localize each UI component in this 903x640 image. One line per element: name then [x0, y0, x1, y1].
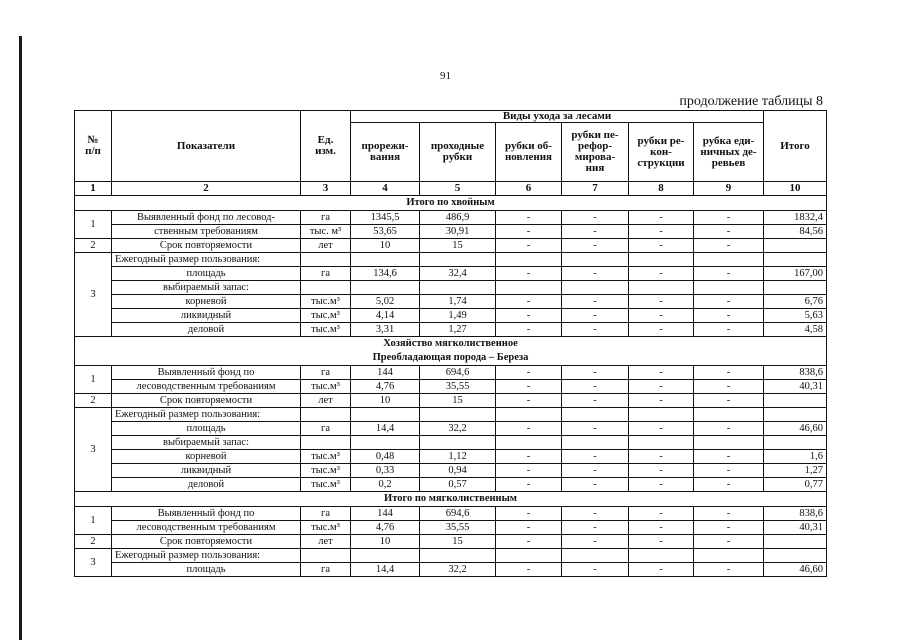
value-cell: 10 — [351, 239, 420, 253]
usage-title-row — [75, 408, 827, 422]
value-cell: - — [496, 309, 562, 323]
header-unit: Ед. изм. — [301, 111, 351, 182]
total-cell: 5,63 — [764, 309, 827, 323]
value-cell: - — [694, 394, 764, 408]
unit-cell: лет — [301, 535, 351, 549]
indicator-label: Срок повторяемости — [112, 394, 301, 408]
value-cell: 35,55 — [420, 521, 496, 535]
fund-row — [75, 380, 827, 394]
value-cell: 1,27 — [420, 323, 496, 337]
indicator-label: Выявленный фонд по — [112, 366, 301, 380]
value-cell: - — [694, 239, 764, 253]
section-title-row — [75, 492, 827, 507]
value-cell: - — [562, 535, 629, 549]
value-cell: - — [496, 211, 562, 225]
period-row — [75, 239, 827, 253]
indicator-label: Срок повторяемости — [112, 239, 301, 253]
section-title-line: Итого по мягколиственным — [384, 493, 517, 504]
col-number: 6 — [496, 182, 562, 196]
value-cell: - — [562, 507, 629, 521]
value-cell: 144 — [351, 507, 420, 521]
value-cell: 15 — [420, 535, 496, 549]
value-cell: - — [629, 295, 694, 309]
total-cell: 838,6 — [764, 366, 827, 380]
total-cell: 4,58 — [764, 323, 827, 337]
fund-row — [75, 507, 827, 521]
value-cell: - — [496, 267, 562, 281]
total-cell: 1,27 — [764, 464, 827, 478]
value-cell: - — [562, 563, 629, 577]
empty-cell — [301, 408, 351, 422]
empty-cell — [629, 281, 694, 295]
value-cell: 14,4 — [351, 563, 420, 577]
usage-title: Ежегодный размер пользования: — [112, 408, 301, 422]
value-cell: - — [629, 267, 694, 281]
value-cell: - — [694, 464, 764, 478]
value-cell: - — [496, 521, 562, 535]
empty-cell — [764, 281, 827, 295]
value-cell: 5,02 — [351, 295, 420, 309]
fund-row — [75, 366, 827, 380]
empty-cell — [351, 436, 420, 450]
indicator-label: Выявленный фонд по — [112, 507, 301, 521]
empty-cell — [496, 549, 562, 563]
empty-cell — [420, 436, 496, 450]
empty-cell — [562, 281, 629, 295]
total-cell: 838,6 — [764, 507, 827, 521]
value-cell: - — [629, 309, 694, 323]
stock-title: выбираемый запас: — [112, 436, 301, 450]
value-cell: - — [562, 464, 629, 478]
empty-cell — [420, 408, 496, 422]
empty-cell — [694, 436, 764, 450]
indicator-label: площадь — [112, 422, 301, 436]
section-title-row — [75, 196, 827, 211]
value-cell: - — [562, 239, 629, 253]
value-cell: 0,94 — [420, 464, 496, 478]
total-cell: 46,60 — [764, 422, 827, 436]
indicator-label: лесоводственным требованиям — [112, 521, 301, 535]
indicator-label: ликвидный — [112, 309, 301, 323]
indicator-label: Выявленный фонд по лесовод- — [112, 211, 301, 225]
empty-cell — [301, 253, 351, 267]
header-type: проходные рубки — [420, 123, 496, 182]
stock-row — [75, 295, 827, 309]
value-cell: - — [629, 521, 694, 535]
value-cell: - — [694, 422, 764, 436]
col-number: 3 — [301, 182, 351, 196]
row-number: 2 — [75, 394, 112, 408]
empty-cell — [764, 408, 827, 422]
empty-cell — [301, 436, 351, 450]
value-cell: 144 — [351, 366, 420, 380]
unit-cell: лет — [301, 239, 351, 253]
col-number: 7 — [562, 182, 629, 196]
value-cell: - — [496, 366, 562, 380]
fund-row — [75, 225, 827, 239]
total-cell: 1832,4 — [764, 211, 827, 225]
value-cell: - — [694, 507, 764, 521]
unit-cell: тыс.м³ — [301, 521, 351, 535]
period-row — [75, 394, 827, 408]
unit-cell: га — [301, 267, 351, 281]
header-type: рубки ре- кон- струкции — [629, 123, 694, 182]
value-cell: - — [562, 211, 629, 225]
empty-cell — [351, 253, 420, 267]
empty-cell — [496, 253, 562, 267]
value-cell: - — [562, 295, 629, 309]
row-number: 2 — [75, 239, 112, 253]
column-number-row — [75, 182, 827, 196]
value-cell: 4,76 — [351, 380, 420, 394]
indicator-label: деловой — [112, 478, 301, 492]
row-number: 1 — [75, 366, 112, 394]
usage-area-row — [75, 563, 827, 577]
value-cell: - — [562, 521, 629, 535]
header-type: рубки об- новления — [496, 123, 562, 182]
page-binding-edge — [19, 36, 22, 640]
value-cell: 32,2 — [420, 422, 496, 436]
value-cell: - — [694, 380, 764, 394]
row-number: 3 — [75, 253, 112, 337]
unit-cell: тыс.м³ — [301, 309, 351, 323]
unit-cell: га — [301, 563, 351, 577]
value-cell: - — [694, 535, 764, 549]
empty-cell — [629, 253, 694, 267]
value-cell: 0,33 — [351, 464, 420, 478]
total-cell: 167,00 — [764, 267, 827, 281]
value-cell: - — [496, 295, 562, 309]
header-type: прорежи- вания — [351, 123, 420, 182]
value-cell: - — [694, 450, 764, 464]
value-cell: 30,91 — [420, 225, 496, 239]
value-cell: 14,4 — [351, 422, 420, 436]
value-cell: - — [629, 239, 694, 253]
value-cell: - — [496, 394, 562, 408]
total-cell — [764, 535, 827, 549]
value-cell: - — [629, 563, 694, 577]
value-cell: 53,65 — [351, 225, 420, 239]
empty-cell — [764, 436, 827, 450]
value-cell: - — [629, 366, 694, 380]
stock-title: выбираемый запас: — [112, 281, 301, 295]
value-cell: - — [694, 211, 764, 225]
value-cell: 694,6 — [420, 507, 496, 521]
value-cell: 32,2 — [420, 563, 496, 577]
section-title — [75, 492, 827, 507]
total-cell: 1,6 — [764, 450, 827, 464]
fund-row — [75, 211, 827, 225]
indicator-label: корневой — [112, 295, 301, 309]
forest-care-table — [74, 110, 827, 577]
stock-row — [75, 464, 827, 478]
value-cell: - — [496, 478, 562, 492]
header-type: рубки пе- рефор- мирова- ния — [562, 123, 629, 182]
unit-cell: тыс.м³ — [301, 380, 351, 394]
empty-cell — [496, 408, 562, 422]
value-cell: 32,4 — [420, 267, 496, 281]
header-indicators: Показатели — [112, 111, 301, 182]
value-cell: - — [629, 380, 694, 394]
value-cell: 1,12 — [420, 450, 496, 464]
total-cell: 40,31 — [764, 521, 827, 535]
value-cell: 15 — [420, 394, 496, 408]
row-number: 3 — [75, 549, 112, 577]
value-cell: - — [562, 225, 629, 239]
indicator-label: площадь — [112, 267, 301, 281]
row-number: 2 — [75, 535, 112, 549]
value-cell: - — [629, 422, 694, 436]
usage-area-row — [75, 422, 827, 436]
empty-cell — [629, 436, 694, 450]
value-cell: - — [496, 535, 562, 549]
value-cell: - — [496, 507, 562, 521]
value-cell: 0,2 — [351, 478, 420, 492]
total-cell — [764, 394, 827, 408]
value-cell: - — [694, 323, 764, 337]
total-cell — [764, 239, 827, 253]
value-cell: - — [694, 563, 764, 577]
usage-area-row — [75, 267, 827, 281]
period-row — [75, 535, 827, 549]
indicator-label: Срок повторяемости — [112, 535, 301, 549]
value-cell: - — [496, 464, 562, 478]
empty-cell — [629, 408, 694, 422]
stock-row — [75, 450, 827, 464]
section-title — [75, 196, 827, 211]
section-title-line: Хозяйство мягколиственное — [383, 338, 518, 349]
usage-title: Ежегодный размер пользования: — [112, 253, 301, 267]
value-cell: - — [629, 535, 694, 549]
header-total: Итого — [764, 111, 827, 182]
value-cell: - — [496, 422, 562, 436]
value-cell: 4,76 — [351, 521, 420, 535]
value-cell: 3,31 — [351, 323, 420, 337]
indicator-label: деловой — [112, 323, 301, 337]
stock-row — [75, 478, 827, 492]
total-cell: 40,31 — [764, 380, 827, 394]
col-number: 9 — [694, 182, 764, 196]
value-cell: 10 — [351, 394, 420, 408]
unit-cell: тыс.м³ — [301, 450, 351, 464]
value-cell: 134,6 — [351, 267, 420, 281]
value-cell: - — [629, 507, 694, 521]
value-cell: - — [496, 380, 562, 394]
empty-cell — [301, 281, 351, 295]
empty-cell — [420, 281, 496, 295]
value-cell: - — [694, 295, 764, 309]
indicator-label: площадь — [112, 563, 301, 577]
value-cell: - — [496, 323, 562, 337]
total-cell: 0,77 — [764, 478, 827, 492]
empty-cell — [694, 253, 764, 267]
unit-cell: тыс.м³ — [301, 323, 351, 337]
value-cell: 486,9 — [420, 211, 496, 225]
value-cell: 10 — [351, 535, 420, 549]
value-cell: - — [562, 267, 629, 281]
empty-cell — [694, 549, 764, 563]
section-title-row — [75, 337, 827, 366]
page-number: 91 — [440, 70, 451, 82]
empty-cell — [420, 253, 496, 267]
empty-cell — [694, 281, 764, 295]
empty-cell — [351, 408, 420, 422]
value-cell: - — [562, 450, 629, 464]
unit-cell: тыс.м³ — [301, 464, 351, 478]
stock-title-row — [75, 436, 827, 450]
section-title — [75, 337, 827, 366]
row-number: 1 — [75, 507, 112, 535]
empty-cell — [420, 549, 496, 563]
col-number: 5 — [420, 182, 496, 196]
empty-cell — [562, 253, 629, 267]
empty-cell — [351, 549, 420, 563]
value-cell: - — [562, 394, 629, 408]
total-cell: 46,60 — [764, 563, 827, 577]
fund-row — [75, 521, 827, 535]
value-cell: - — [629, 323, 694, 337]
value-cell: - — [629, 478, 694, 492]
unit-cell: га — [301, 366, 351, 380]
value-cell: - — [629, 225, 694, 239]
total-cell: 84,56 — [764, 225, 827, 239]
row-number: 3 — [75, 408, 112, 492]
value-cell: - — [629, 211, 694, 225]
empty-cell — [496, 281, 562, 295]
value-cell: - — [562, 309, 629, 323]
value-cell: - — [562, 422, 629, 436]
value-cell: - — [629, 450, 694, 464]
value-cell: 0,57 — [420, 478, 496, 492]
header-type: рубка еди- ничных де- ревьев — [694, 123, 764, 182]
empty-cell — [496, 436, 562, 450]
col-number: 2 — [112, 182, 301, 196]
section-title-line: Итого по хвойным — [406, 197, 495, 208]
header-num: № п/п — [75, 111, 112, 182]
value-cell: - — [496, 450, 562, 464]
indicator-label: корневой — [112, 450, 301, 464]
value-cell: 35,55 — [420, 380, 496, 394]
value-cell: - — [629, 394, 694, 408]
value-cell: 0,48 — [351, 450, 420, 464]
value-cell: - — [562, 366, 629, 380]
value-cell: - — [562, 478, 629, 492]
value-cell: - — [694, 521, 764, 535]
stock-row — [75, 309, 827, 323]
unit-cell: тыс. м³ — [301, 225, 351, 239]
section-title-line: Преобладающая порода – Береза — [372, 352, 529, 363]
empty-cell — [694, 408, 764, 422]
empty-cell — [301, 549, 351, 563]
stock-row — [75, 323, 827, 337]
stock-title-row — [75, 281, 827, 295]
row-number: 1 — [75, 211, 112, 239]
header-row-1 — [75, 111, 827, 123]
empty-cell — [764, 549, 827, 563]
empty-cell — [562, 408, 629, 422]
value-cell: - — [496, 225, 562, 239]
unit-cell: га — [301, 211, 351, 225]
unit-cell: га — [301, 422, 351, 436]
col-number: 10 — [764, 182, 827, 196]
unit-cell: лет — [301, 394, 351, 408]
empty-cell — [629, 549, 694, 563]
value-cell: 1,74 — [420, 295, 496, 309]
value-cell: - — [562, 380, 629, 394]
value-cell: 1345,5 — [351, 211, 420, 225]
value-cell: - — [694, 309, 764, 323]
empty-cell — [764, 253, 827, 267]
value-cell: 15 — [420, 239, 496, 253]
value-cell: - — [562, 323, 629, 337]
value-cell: 694,6 — [420, 366, 496, 380]
table-caption: продолжение таблицы 8 — [679, 94, 823, 109]
value-cell: - — [496, 563, 562, 577]
indicator-label: ственным требованиям — [112, 225, 301, 239]
value-cell: 4,14 — [351, 309, 420, 323]
value-cell: - — [694, 225, 764, 239]
header-group: Виды ухода за лесами — [351, 111, 764, 123]
empty-cell — [562, 436, 629, 450]
empty-cell — [562, 549, 629, 563]
usage-title-row — [75, 549, 827, 563]
unit-cell: га — [301, 507, 351, 521]
value-cell: - — [496, 239, 562, 253]
empty-cell — [351, 281, 420, 295]
value-cell: 1,49 — [420, 309, 496, 323]
unit-cell: тыс.м³ — [301, 478, 351, 492]
usage-title-row — [75, 253, 827, 267]
col-number: 4 — [351, 182, 420, 196]
value-cell: - — [629, 464, 694, 478]
indicator-label: ликвидный — [112, 464, 301, 478]
value-cell: - — [694, 478, 764, 492]
indicator-label: лесоводственным требованиям — [112, 380, 301, 394]
total-cell: 6,76 — [764, 295, 827, 309]
col-number: 1 — [75, 182, 112, 196]
unit-cell: тыс.м³ — [301, 295, 351, 309]
value-cell: - — [694, 267, 764, 281]
col-number: 8 — [629, 182, 694, 196]
value-cell: - — [694, 366, 764, 380]
usage-title: Ежегодный размер пользования: — [112, 549, 301, 563]
